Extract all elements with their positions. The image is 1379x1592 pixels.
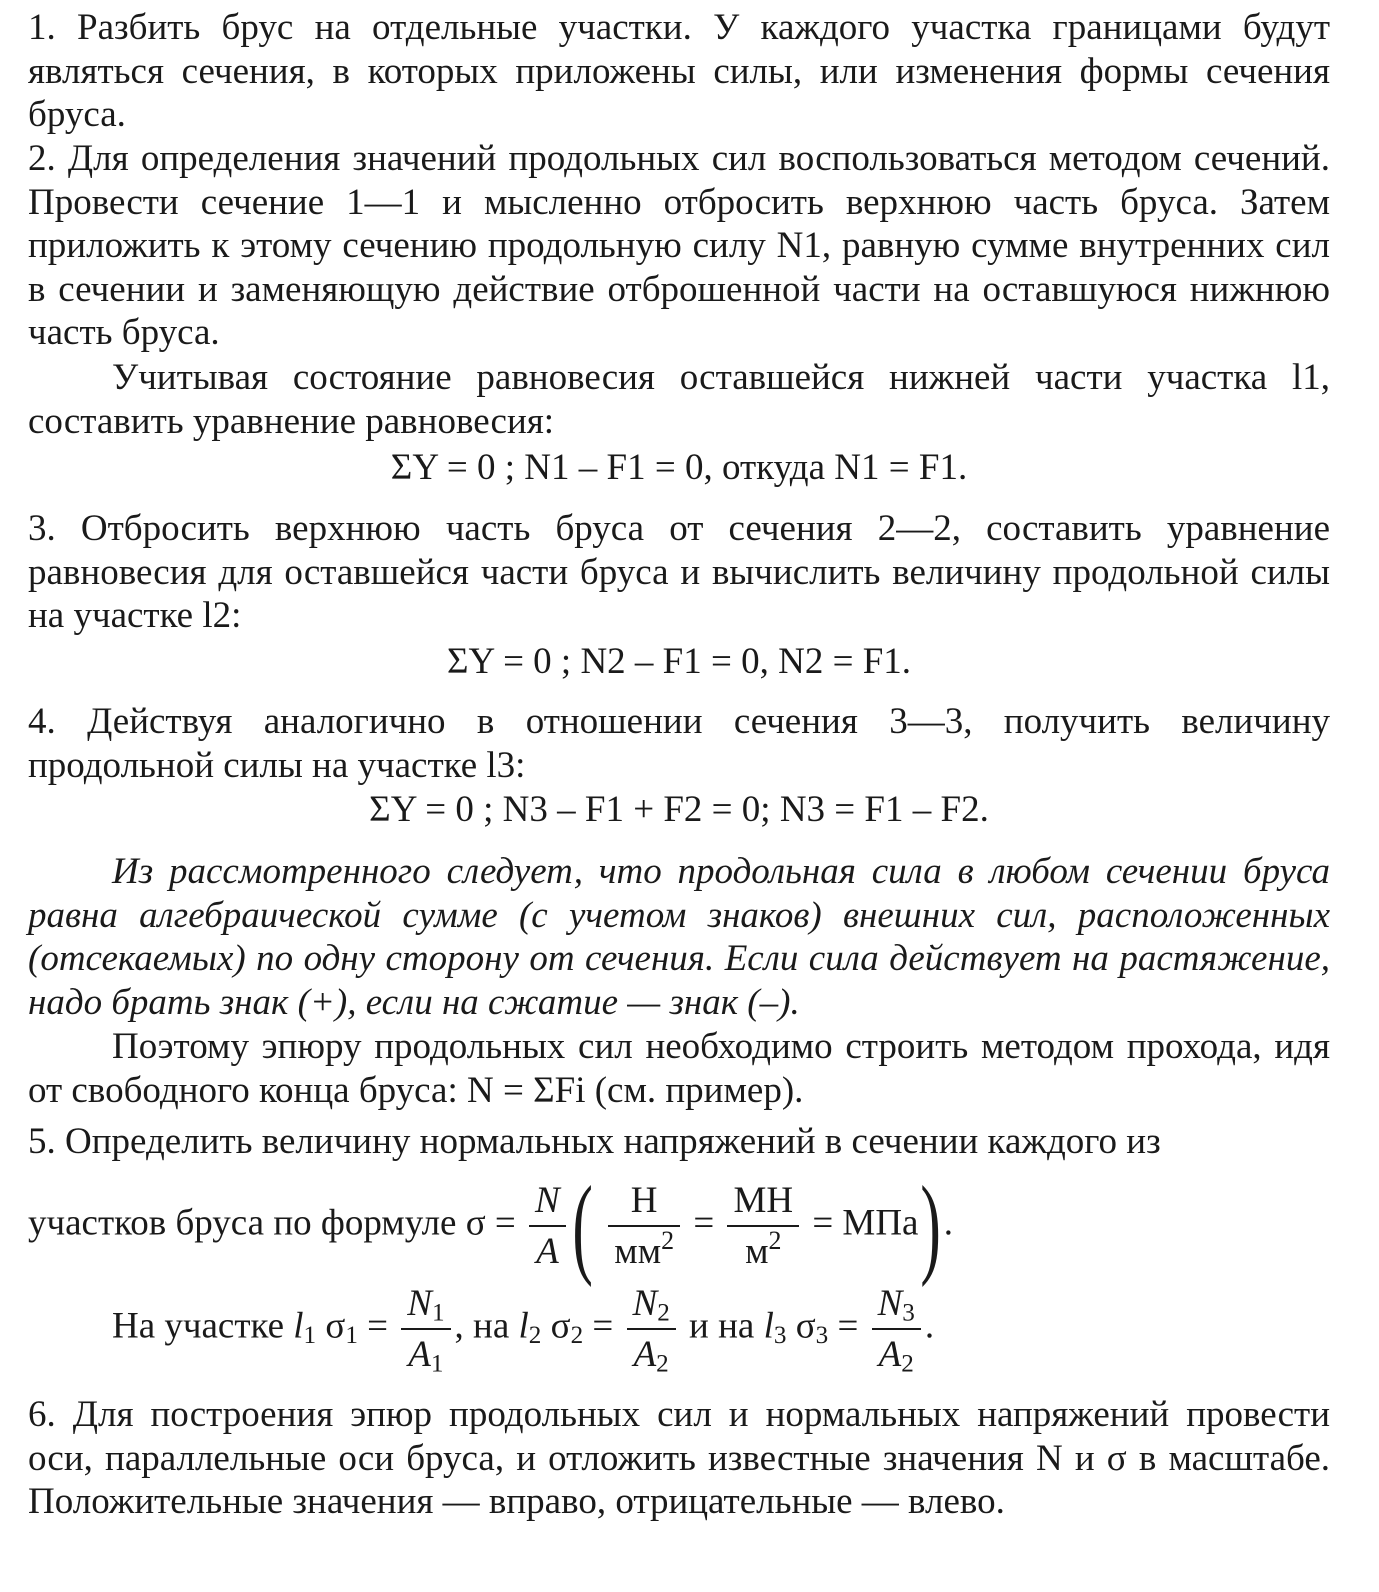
fraction-n2-over-a2: [627, 1283, 676, 1378]
segment-l: l: [763, 1305, 774, 1347]
sigma-symbol: σ: [465, 1202, 486, 1244]
sigma-symbol: σ: [550, 1305, 571, 1347]
right-paren: ): [920, 1164, 942, 1288]
segment-l: l: [518, 1305, 529, 1347]
formula-lead-text: участков бруса по формуле: [28, 1202, 457, 1244]
section-stress-line: На участке $l_1$ $\sigma_1$ = $\frac{N_1}{A_1}$ , на $l_2$ $\sigma_2$ = $\frac{N_2}{A_2}$ и на $l_3$ $\sigma_3$ = $\frac{N_3}{A_2}$ .: [112, 1283, 935, 1378]
numerator: [627, 1285, 676, 1330]
paragraph-equilibrium-intro: Учитывая состояние равновесия оставшейся нижней части участка l1, составить уравнение равновесия:: [28, 357, 1330, 442]
paragraph-step-5: 5. Определить величину нормальных напряжений в сечении каждого из: [28, 1121, 1161, 1162]
fraction-n-per-mm2: [608, 1182, 680, 1270]
power-2: 2: [768, 1225, 782, 1255]
segment-sub: 1: [303, 1322, 317, 1350]
sigma-sub: 2: [570, 1322, 584, 1350]
fraction-n3-over-a2: [872, 1283, 921, 1378]
italic-conclusion: Из рассмотренного следует, что продольная сила в любом сечении бруса равна алгебраической сумме (с учетом знаков) внешних сил, расположенных (отсекаемых) по одну сторону от сечения. Если сила действует на растяжение, надо брать знак (+), если на сжатие — знак (–).: [28, 851, 1330, 1023]
denominator: [401, 1330, 450, 1378]
period: .: [943, 1202, 954, 1244]
a-symbol: A: [408, 1334, 431, 1375]
n-symbol: N: [407, 1283, 432, 1324]
a-symbol: A: [878, 1334, 902, 1375]
left-paren: (: [572, 1164, 593, 1288]
sigma-symbol: σ: [795, 1305, 816, 1347]
sigma-sub: 3: [815, 1322, 829, 1350]
numerator: [872, 1285, 921, 1330]
stress-formula-line: [28, 1164, 1348, 1288]
num-sub: 3: [902, 1299, 915, 1327]
unit-numerator: МН: [727, 1182, 799, 1227]
segment-sub: 3: [773, 1322, 787, 1350]
equation-1: ΣY = 0 ; N1 – F1 = 0, откуда N1 = F1.: [390, 447, 968, 488]
paragraph-step-2: 2. Для определения значений продольных сил воспользоваться методом сечений. Провести сечение 1—1 и мысленно отбросить верхнюю часть бруса. Затем приложить к этому сечению продольную силу N1, равную сумме внутренних сил в сечении и заменяющую действие отброшенной части на оставшуюся нижнюю часть бруса.: [28, 138, 1330, 353]
sigma-sub: 1: [345, 1322, 358, 1350]
den-sub: 2: [656, 1350, 669, 1378]
fraction-n1-over-a1: [401, 1283, 450, 1378]
connector-text: и на: [689, 1305, 755, 1347]
paragraph-method-of-passage: Поэтому эпюру продольных сил необходимо строить методом прохода, идя от свободного конца бруса: N = ΣFi (см. пример).: [28, 1026, 1330, 1111]
equals-sign: =: [494, 1202, 516, 1244]
equation-3: ΣY = 0 ; N3 – F1 + F2 = 0; N3 = F1 – F2.: [369, 789, 989, 830]
numerator: N: [529, 1182, 566, 1227]
n-symbol: N: [877, 1283, 903, 1324]
connector-text: , на: [454, 1305, 510, 1347]
paragraph-step-1: 1. Разбить брус на отдельные участки. У каждого участка границами будут являться сечения, в которых приложены силы, или изменения формы сечения бруса.: [28, 7, 1330, 135]
a-symbol: A: [633, 1334, 657, 1375]
sigma-symbol: σ: [325, 1305, 346, 1347]
unit-m: м: [745, 1231, 769, 1272]
num-sub: 1: [431, 1299, 445, 1327]
unit-denominator: [608, 1227, 680, 1270]
unit-denominator: [727, 1227, 799, 1270]
section-lead-text: На участке: [112, 1305, 284, 1347]
segment-sub: 2: [528, 1322, 542, 1350]
fraction-mn-per-m2: [727, 1182, 799, 1270]
den-sub: 2: [901, 1350, 914, 1378]
n-symbol: N: [632, 1283, 658, 1324]
denominator: [872, 1330, 921, 1378]
fraction-n-over-a: [529, 1182, 566, 1270]
power-2: 2: [661, 1225, 675, 1255]
denominator: A: [536, 1231, 559, 1272]
equals-sign: =: [693, 1202, 715, 1244]
paragraph-step-3: 3. Отбросить верхнюю часть бруса от сечения 2—2, составить уравнение равновесия для оставшейся части бруса и вычислить величину продольной силы на участке l2:: [28, 508, 1330, 636]
result-mpa: = МПа: [812, 1202, 919, 1244]
den-sub: 1: [430, 1350, 444, 1378]
num-sub: 2: [657, 1299, 670, 1327]
equation-2: ΣY = 0 ; N2 – F1 = 0, N2 = F1.: [446, 641, 912, 682]
denominator: [627, 1330, 676, 1378]
paragraph-step-6: 6. Для построения эпюр продольных сил и нормальных напряжений провести оси, параллельные оси бруса, и отложить известные значения N и σ в масштабе. Положительные значения — вправо, отрицательные — влево.: [28, 1394, 1330, 1522]
unit-numerator: Н: [608, 1182, 680, 1227]
period: .: [924, 1305, 935, 1347]
segment-l: l: [293, 1305, 304, 1347]
numerator: [401, 1285, 450, 1330]
paragraph-step-4: 4. Действуя аналогично в отношении сечения 3—3, получить величину продольной силы на участке l3:: [28, 701, 1330, 786]
unit-mm: мм: [614, 1231, 662, 1272]
